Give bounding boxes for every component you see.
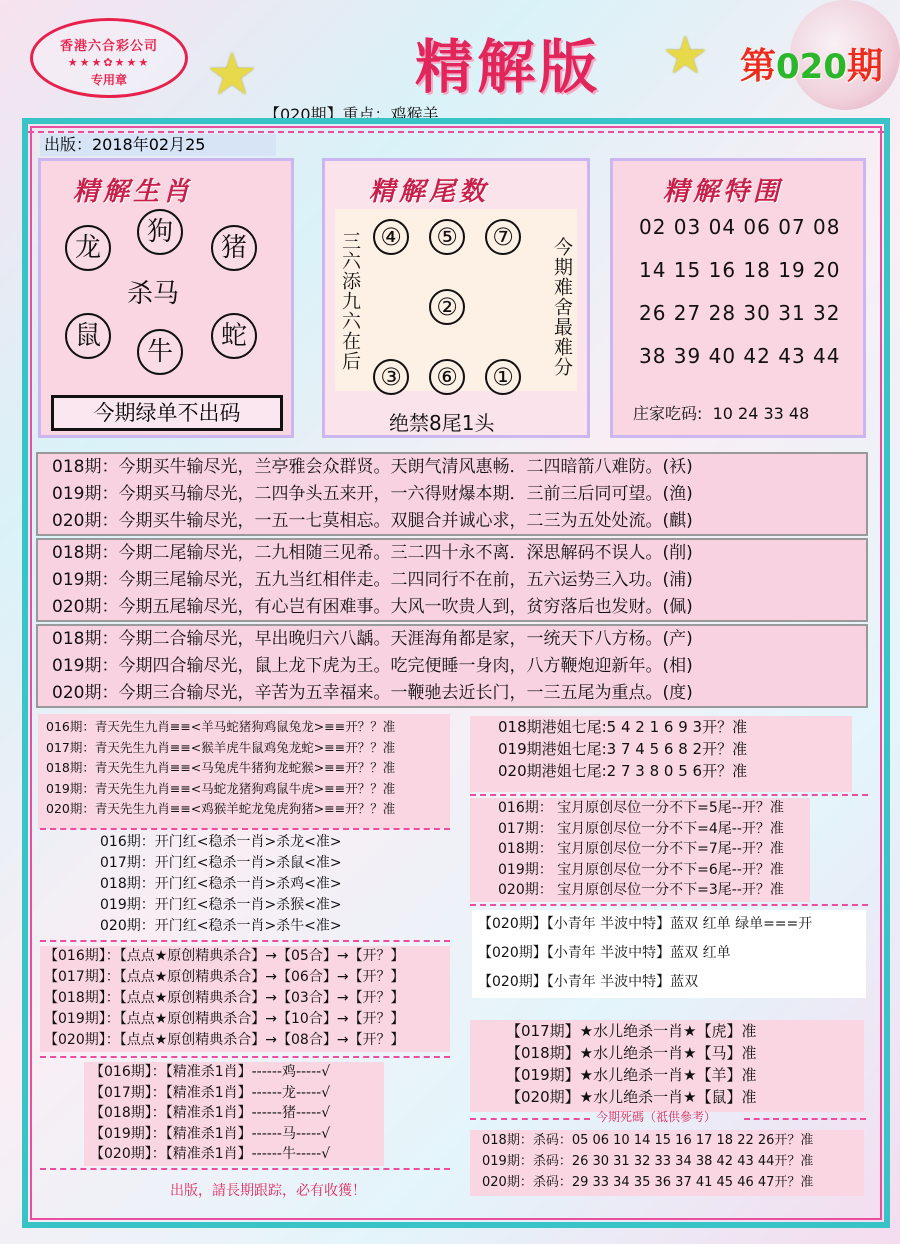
page-title: 精解版 xyxy=(415,33,602,101)
shuier-line: 【018期】★水儿绝杀一肖★【马】准 xyxy=(506,1044,757,1062)
tail-heading: 精解尾数 xyxy=(369,177,490,207)
zodiac-animal: 牛 xyxy=(137,329,183,375)
issue-number xyxy=(740,38,883,89)
special-row: 38 39 40 42 43 44 xyxy=(639,344,841,368)
shuier-line: 【017期】★水儿绝杀一肖★【虎】准 xyxy=(506,1022,757,1040)
seal-line2: 专用章 xyxy=(90,73,127,87)
combo-kill-panel xyxy=(40,946,450,1052)
seal-line1: 香港六合彩公司 xyxy=(59,39,158,54)
issue-suffix: 期 xyxy=(847,46,884,87)
banker-line xyxy=(633,401,809,424)
tail-digit: ① xyxy=(485,359,521,395)
poem-line: 018期：今期二合输尽光，早出晚归六八龋。天涯海角都是家，一统天下八方杨。(产) xyxy=(52,629,693,649)
poem-block xyxy=(36,624,868,708)
dead-code-panel xyxy=(470,1130,864,1196)
red-door-line: 018期：开门红<稳杀一肖>杀鸡<准> xyxy=(100,876,342,892)
tail-box xyxy=(322,158,590,438)
poem-line: 018期：今期二尾输尽光，二九相随三见希。三二四十永不离．深思解码不误人。(削) xyxy=(52,543,693,563)
poem-line: 020期：今期五尾输尽光，有心岂有困难事。大风一吹贵人到，贫穷落后也发财。(佩) xyxy=(52,597,693,617)
precise-kill-line: 【019期】：【精准杀1肖】------马-----√ xyxy=(90,1125,331,1142)
zodiac-box xyxy=(38,158,294,438)
baoyue-line: 019期： 宝月原创尽位一分不下=6尾--开？准 xyxy=(498,861,784,878)
banker-label: 庄家吃码: xyxy=(633,404,703,423)
baoyue-line: 017期： 宝月原创尽位一分不下=4尾--开？准 xyxy=(498,820,784,837)
divider xyxy=(40,1168,450,1170)
dead-code-line: 020期：杀码：29 33 34 35 36 37 41 45 46 47开？准 xyxy=(482,1175,814,1190)
company-seal xyxy=(30,18,188,98)
xiaoqingnian-panel xyxy=(472,910,866,998)
zodiac-animal: 龙 xyxy=(65,225,111,271)
poem-line: 019期：今期买马输尽光，二四争头五来开，一六得财爆本期．三前三后同可望。(渔) xyxy=(52,484,693,504)
nine-zodiac-line: 020期：青天先生九肖≡≡<鸡猴羊蛇龙兔虎狗猪>≡≡开？？准 xyxy=(46,801,396,816)
precise-kill-line: 【018期】：【精准杀1肖】------猪-----√ xyxy=(90,1105,331,1121)
nine-zodiac-line: 016期：青天先生九肖≡≡<羊马蛇猪狗鸡鼠兔龙>≡≡开？？准 xyxy=(46,719,396,734)
baoyue-line: 018期： 宝月原创尽位一分不下=7尾--开？准 xyxy=(498,841,784,857)
issue-num: 020 xyxy=(776,47,847,87)
tail-digit: ⑥ xyxy=(429,359,465,395)
seven-tails-line: 018期港姐七尾:5 4 2 1 6 9 3开？准 xyxy=(498,718,748,736)
issue-prefix: 第 xyxy=(740,46,777,87)
publish-date: 出版：2018年02月25 xyxy=(40,134,276,156)
nine-zodiac-panel xyxy=(38,714,450,829)
xiaoqingnian-line: 【020期】【小青年 半波中特】蓝双 xyxy=(478,974,699,990)
star-icon: ★ xyxy=(206,40,258,108)
nine-zodiac-line: 019期：青天先生九肖≡≡<马蛇龙猪狗鸡鼠牛虎>≡≡开？？准 xyxy=(46,780,396,796)
divider xyxy=(40,940,450,942)
shuier-line: 【020期】★水儿绝杀一肖★【鼠】准 xyxy=(506,1088,757,1106)
precise-kill-line: 【020期】：【精准杀1肖】------牛-----√ xyxy=(90,1146,331,1162)
divider xyxy=(470,904,868,906)
seal-stars: ★★★✿★★★ xyxy=(67,56,151,69)
combo-kill-line: 【017期】：【点点★原创精典杀合】→【06合】→【开？】 xyxy=(44,969,405,985)
zodiac-animal: 蛇 xyxy=(211,313,257,359)
precise-kill-line: 【016期】：【精准杀1肖】------鸡-----√ xyxy=(90,1064,331,1080)
tail-digit: ⑦ xyxy=(485,219,521,255)
special-row: 14 15 16 18 19 20 xyxy=(639,258,841,282)
combo-kill-line: 【016期】：【点点★原创精典杀合】→【05合】→【开？】 xyxy=(44,948,405,964)
dead-code-line: 018期：杀码：05 06 10 14 15 16 17 18 22 26开？准 xyxy=(482,1133,814,1148)
top-divider xyxy=(28,131,884,133)
nine-zodiac-line: 018期：青天先生九肖≡≡<马兔虎牛猪狗龙蛇猴>≡≡开？？准 xyxy=(46,760,396,775)
seven-tails-line: 019期港姐七尾:3 7 4 5 6 8 2开？准 xyxy=(498,740,748,758)
star-icon: ★ xyxy=(662,26,709,86)
poem-line: 020期：今期买牛输尽光，一五一七莫相忘。双腿合并诚心求，二三为五处处流。(麒) xyxy=(52,511,693,531)
combo-kill-line: 【018期】：【点点★原创精典杀合】→【03合】→【开？】 xyxy=(44,990,405,1006)
precise-kill-panel xyxy=(84,1062,384,1166)
tail-digit: ③ xyxy=(373,359,409,395)
baoyue-line: 020期： 宝月原创尽位一分不下=3尾--开？准 xyxy=(498,882,784,898)
special-box xyxy=(610,158,866,438)
shuier-panel xyxy=(470,1020,864,1112)
divider xyxy=(470,1118,590,1120)
red-door-line: 020期：开门红<稳杀一肖>杀牛<准> xyxy=(100,918,342,934)
zodiac-animal: 鼠 xyxy=(65,313,111,359)
tail-digit: ② xyxy=(429,289,465,325)
divider xyxy=(40,1056,450,1058)
combo-kill-line: 【020期】：【点点★原创精典杀合】→【08合】→【开？】 xyxy=(44,1032,405,1048)
seven-tails-line: 020期港姐七尾:2 7 3 8 0 5 6开？准 xyxy=(498,762,748,780)
shuier-line: 【019期】★水儿绝杀一肖★【羊】准 xyxy=(506,1066,757,1084)
key-point: 【020期】重点：鸡猴羊 xyxy=(264,105,439,124)
xiaoqingnian-line: 【020期】【小青年 半波中特】蓝双 红单 绿单===开 xyxy=(478,916,813,932)
red-door-line: 019期：开门红<稳杀一肖>杀猴<准> xyxy=(100,897,342,913)
zodiac-animal: 狗 xyxy=(137,209,183,255)
poem-line: 018期：今期买牛输尽光，兰亭雅会众群贤。天朗气清风惠畅．二四暗箭八难防。(袄) xyxy=(52,457,693,477)
poem-block xyxy=(36,452,868,536)
special-row: 26 27 28 30 31 32 xyxy=(639,301,841,325)
red-door-list xyxy=(100,832,342,937)
red-door-line: 017期：开门红<稳杀一肖>杀鼠<准> xyxy=(100,855,342,871)
poem-line: 019期：今期三尾输尽光，五九当红相伴走。二四同行不在前，五六运势三入功。(浦) xyxy=(52,570,693,590)
red-door-line: 016期：开门红<稳杀一肖>杀龙<准> xyxy=(100,834,342,850)
special-row: 02 03 04 06 07 08 xyxy=(639,215,841,239)
baoyue-line: 016期： 宝月原创尽位一分不下=5尾--开？准 xyxy=(498,800,784,816)
footer-note: 出版，請長期跟踪，必有收獲！ xyxy=(170,1183,366,1199)
poem-block xyxy=(36,538,868,622)
precise-kill-line: 【017期】：【精准杀1肖】------龙-----√ xyxy=(90,1084,331,1101)
green-note: 今期绿单不出码 xyxy=(51,395,283,431)
divider xyxy=(40,828,450,830)
tail-ban: 绝禁8尾1头 xyxy=(389,411,495,435)
tail-right-verse: 今期难舍最难分 xyxy=(551,237,573,377)
zodiac-heading: 精解生肖 xyxy=(73,177,194,207)
banker-codes: 10 24 33 48 xyxy=(712,404,810,423)
tail-digit: ⑤ xyxy=(429,219,465,255)
tail-left-verse: 三六添九六在后 xyxy=(339,231,361,371)
poem-line: 020期：今期三合输尽光，辛苦为五幸福来。一鞭驰去近长门，一三五尾为重点。(度) xyxy=(52,683,693,703)
tail-digit: ④ xyxy=(373,219,409,255)
xiaoqingnian-line: 【020期】【小青年 半波中特】蓝双 红单 xyxy=(478,945,731,961)
dead-code-title: 今期死碼（祗供參考） xyxy=(596,1110,717,1124)
divider xyxy=(744,1118,866,1120)
poem-line: 019期：今期四合输尽光，鼠上龙下虎为王。吃完便睡一身肉，八方鞭炮迎新年。(相) xyxy=(52,656,693,676)
seven-tails-panel xyxy=(470,716,852,792)
special-heading: 精解特围 xyxy=(663,177,784,207)
nine-zodiac-line: 017期：青天先生九肖≡≡<猴羊虎牛鼠鸡兔龙蛇>≡≡开？？准 xyxy=(46,739,396,755)
divider xyxy=(470,794,868,796)
zodiac-animal: 猪 xyxy=(211,225,257,271)
dead-code-line: 019期：杀码：26 30 31 32 33 34 38 42 43 44开？准 xyxy=(482,1154,814,1169)
kill-zodiac: 杀马 xyxy=(127,279,180,309)
combo-kill-line: 【019期】：【点点★原创精典杀合】→【10合】→【开？】 xyxy=(44,1011,405,1027)
baoyue-panel xyxy=(470,798,810,902)
